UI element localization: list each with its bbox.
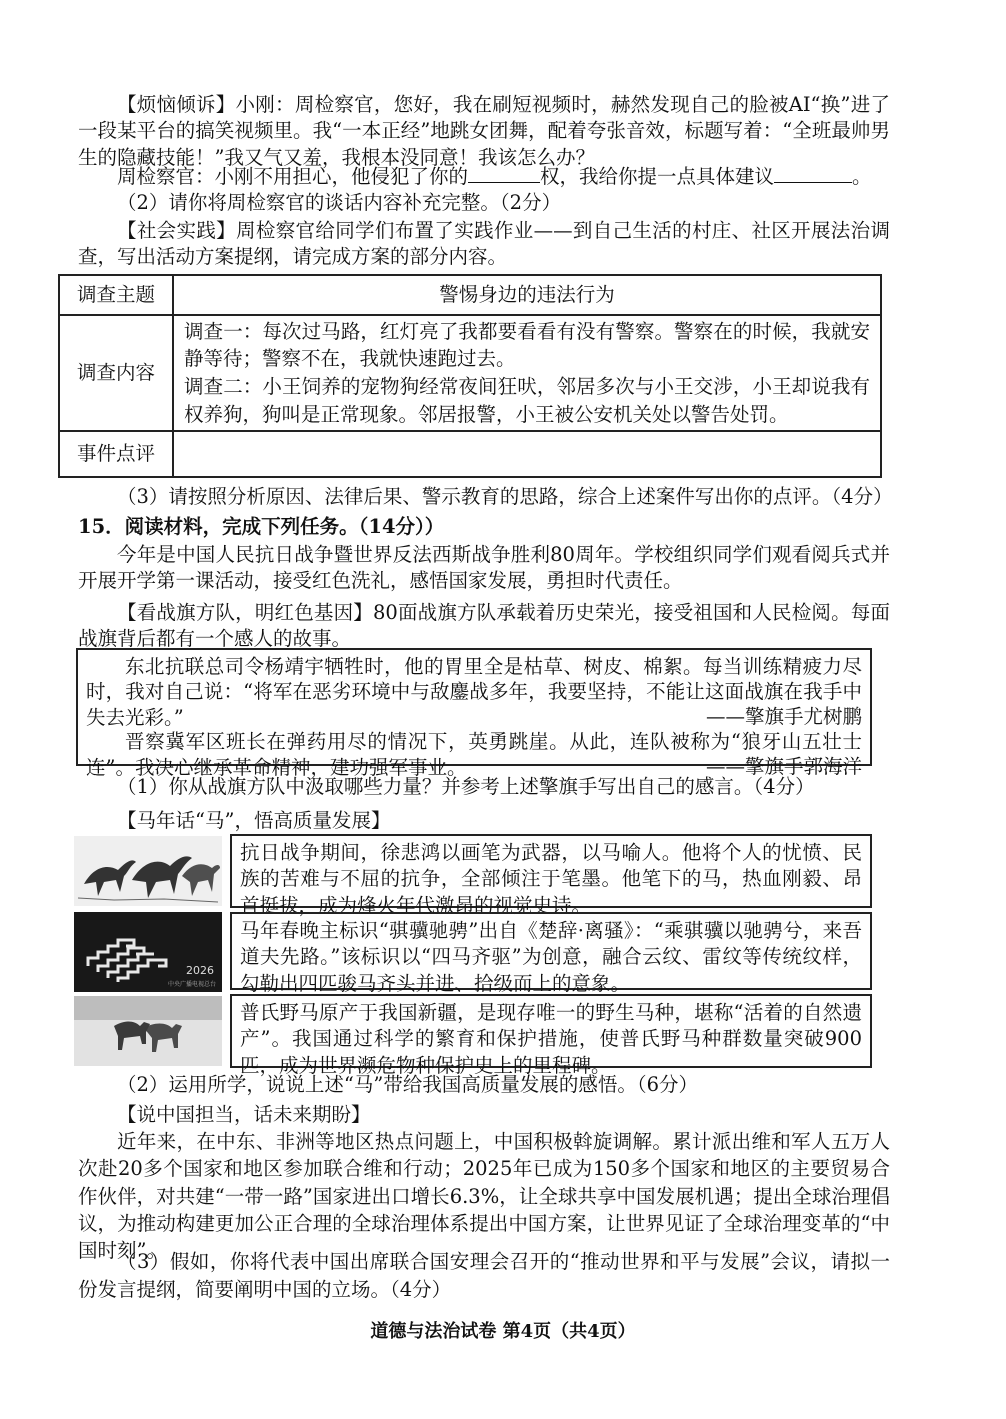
question-3-comment: （3）请按照分析原因、法律后果、警示教育的思路，综合上述案件写出你的点评。（4分） [117,485,893,508]
horse-text-box-przewalski: 普氏野马原产于我国新疆，是现存唯一的野生马种，堪称“活着的自然遗产”。我国通过科学的繁育和保护措施，使普氏野马种群数量突破900匹，成为世界濒危物种保护史上的里程碑。 [230,994,872,1068]
flag-bearer-quotes-box [76,648,872,779]
practice-intro: 【社会实践】周检察官给同学们布置了实践作业——到自己生活的村庄、社区开展法治调查，写出活动方案提纲，请完成方案的部分内容。 [78,219,890,269]
quote-yang-jingyu: 东北抗联总司令杨靖宇牺牲时，他的胃里全是枯草、树皮、棉絮。每当训练精疲力尽时，我对自己说：“将军在恶劣环境中与敌鏖战多年，我要坚持，不能让这面战旗在我手中失去光彩。” [86,655,862,729]
table-row [59,275,881,315]
reply-text-c: 。 [852,165,872,188]
table-cell-content [173,315,881,431]
gala-horse-logo [74,912,222,992]
prosecutor-reply [78,164,890,190]
quote-langya-mountain: 晋察冀军区班长在弹药用尽的情况下，英勇跳崖。从此，连队被称为“狼牙山五壮士连”。我决心继承革命精神，建功强军事业。 [86,730,862,779]
answer-blank-right[interactable] [468,164,540,183]
survey-item-two: 调查二：小王饲养的宠物狗经常夜间狂吠，邻居多次与小王交涉，小王却说我有权养狗，狗叫是正常现象。邻居报警，小王被公安机关处以警告处罚。 [184,375,870,426]
question-2-horse: （2）运用所学，说说上述“马”带给我国高质量发展的感悟。（6分） [117,1073,699,1096]
question-2-fill: （2）请你将周检察官的谈话内容补充完整。（2分） [117,191,562,214]
table-header-comment: 事件点评 [59,431,173,477]
survey-item-one: 调查一：每次过马路，红灯亮了我都要看看有没有警察。警察在的时候，我就安静等待；警察不在，我就快速跑过去。 [184,319,870,371]
survey-table [58,274,882,478]
table-row [59,431,881,477]
china-role-paragraph: 近年来，在中东、非洲等地区热点问题上，中国积极斡旋调解。累计派出维和军人五万人次赴20多个国家和地区参加联合维和行动；2025年已成为150多个国家和地区的主要贸易合作伙伴，对共建“一带一路”国家进出口增长6.3%，让全球共享中国发展机遇；提出全球治理倡议，为推动构建更加公正合理的全球治理体系提出中国方案，让世界见证了全球治理变革的“中国时刻”。 [78,1130,890,1263]
logo-year: 2026 [186,964,214,977]
horse-section-heading: 【马年话“马”，悟高质量发展】 [117,809,391,832]
table-cell-comment-answer[interactable] [173,431,881,477]
logo-caption: 中央广播电视总台 [168,981,217,988]
page-footer: 道德与法治试卷 第4页（共4页） [370,1321,636,1342]
table-cell-topic: 警惕身边的违法行为 [173,275,881,315]
china-section-heading: 【说中国担当，话未来期盼】 [117,1103,371,1126]
signature-you-shupeng: ——擎旗手尤树鹏 [705,705,862,729]
question-3-un-speech: （3）假如，你将代表中国出席联合国安理会召开的“推动世界和平与发展”会议，请拟一份发言提纲，简要阐明中国的立场。（4分） [78,1250,890,1302]
complaint-paragraph: 【烦恼倾诉】小刚：周检察官，您好，我在刷短视频时，赫然发现自己的脸被AI“换”进了一段某平台的搞笑视频里。我“一本正经”地跳女团舞，配着夸张音效，标题写着：“全班最帅男生的隐藏技能！”我又气又羞，我根本没同意！我该怎么办？ [78,93,890,169]
xu-beihong-horse-painting [74,836,222,906]
horse-text-box-gala-logo: 马年春晚主标识“骐骥驰骋”出自《楚辞·离骚》：“乘骐骥以驰骋兮，来吾道夫先路。”该标识以“四马齐驱”为创意，融合云纹、雷纹等传统纹样，勾勒出四匹骏马齐头并进、拾级而上的意象。 [230,912,872,990]
przewalski-horse-photo [74,996,222,1066]
table-header-topic: 调查主题 [59,275,173,315]
q15-intro: 今年是中国人民抗日战争暨世界反法西斯战争胜利80周年。学校组织同学们观看阅兵式并开展开学第一课活动，接受红色洗礼，感悟国家发展，勇担时代责任。 [78,543,890,593]
flag-section-intro: 【看战旗方队，明红色基因】80面战旗方队承载着历史荣光，接受祖国和人民检阅。每面战旗背后都有一个感人的故事。 [78,601,890,651]
question-1-flag: （1）你从战旗方队中汲取哪些力量？并参考上述擎旗手写出自己的感言。（4分） [117,775,815,798]
question-15-title: 15．阅读材料，完成下列任务。（14分）） [78,515,445,538]
reply-text-a: 周检察官：小刚不用担心，他侵犯了你的 [117,165,469,188]
horse-text-box-xu-beihong: 抗日战争期间，徐悲鸿以画笔为武器，以马喻人。他将个人的忧愤、民族的苦难与不屈的抗争，全部倾注于笔墨。他笔下的马，热血刚毅、昂首挺拔，成为烽火年代激昂的视觉史诗。 [230,834,872,908]
table-header-content: 调查内容 [59,315,173,431]
answer-blank-suggestion[interactable] [774,164,852,183]
signature-guo-haiyang: ——擎旗手郭海洋 [705,755,862,779]
reply-text-b: 权，我给你提一点具体建议 [540,165,775,188]
table-row [59,315,881,431]
